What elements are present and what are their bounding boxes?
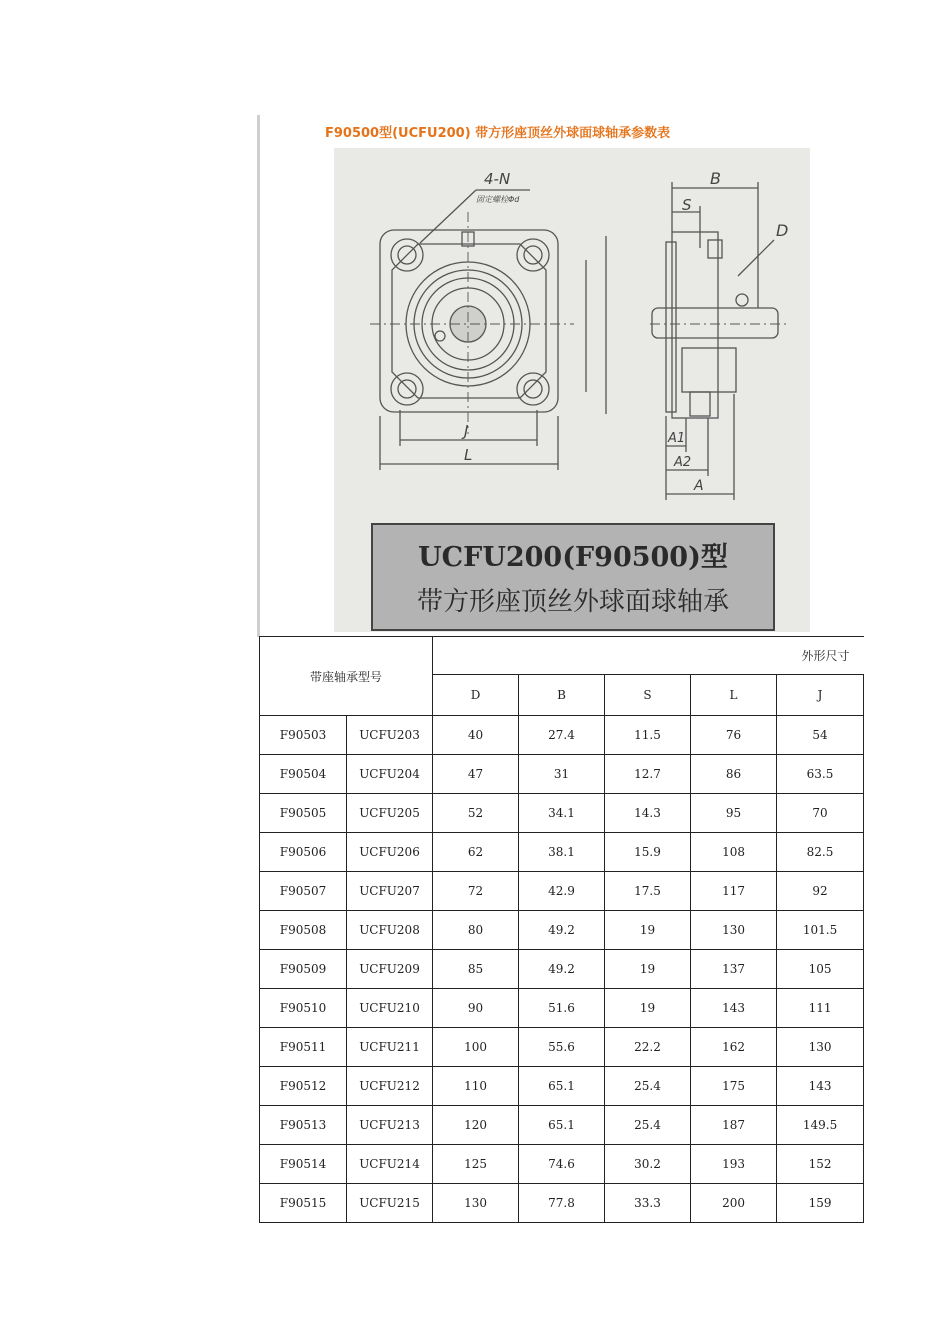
table-cell: F90514 (260, 1145, 347, 1184)
table-cell: 27.4 (519, 716, 605, 755)
table-cell: F90508 (260, 911, 347, 950)
table-cell: UCFU205 (347, 794, 433, 833)
table-cell: F90515 (260, 1184, 347, 1223)
table-header-row-1 (260, 637, 864, 675)
table-cell: F90504 (260, 755, 347, 794)
bolt-hole-bottom-left (391, 373, 423, 405)
table-cell: 101.5 (777, 911, 864, 950)
table-cell: 51.6 (519, 989, 605, 1028)
table-cell: 38.1 (519, 833, 605, 872)
table-row (260, 1067, 864, 1106)
grease-nipple-side (708, 240, 722, 258)
table-cell: 14.3 (605, 794, 691, 833)
table-cell: 65.1 (519, 1067, 605, 1106)
table-cell: 19 (605, 911, 691, 950)
col-header-d: D (433, 675, 519, 716)
table-cell: 30.2 (605, 1145, 691, 1184)
table-cell: 149.5 (777, 1106, 864, 1145)
col-header-b: B (519, 675, 605, 716)
table-cell: 47 (433, 755, 519, 794)
table-cell: F90506 (260, 833, 347, 872)
bolt-hole-top-right (517, 239, 549, 271)
table-cell: 137 (691, 950, 777, 989)
table-cell: 117 (691, 872, 777, 911)
table-cell: 12.7 (605, 755, 691, 794)
table-cell: 52 (433, 794, 519, 833)
table-cell: 143 (777, 1067, 864, 1106)
table-cell: F90503 (260, 716, 347, 755)
table-cell: 22.2 (605, 1028, 691, 1067)
table-row (260, 872, 864, 911)
table-cell: 42.9 (519, 872, 605, 911)
table-cell: 193 (691, 1145, 777, 1184)
table-cell: 130 (777, 1028, 864, 1067)
table-row (260, 833, 864, 872)
table-row (260, 1028, 864, 1067)
table-cell: 120 (433, 1106, 519, 1145)
caption-line-1: UCFU200(F90500)型 (418, 542, 728, 573)
table-cell: 19 (605, 950, 691, 989)
table-cell: 130 (433, 1184, 519, 1223)
table-cell: 65.1 (519, 1106, 605, 1145)
table-cell: 130 (691, 911, 777, 950)
left-border-rule (257, 115, 260, 637)
table-cell: UCFU210 (347, 989, 433, 1028)
table-cell: UCFU204 (347, 755, 433, 794)
table-cell: F90509 (260, 950, 347, 989)
table-cell: 70 (777, 794, 864, 833)
table-cell: 92 (777, 872, 864, 911)
table-cell: 74.6 (519, 1145, 605, 1184)
table-cell: 34.1 (519, 794, 605, 833)
table-cell: 111 (777, 989, 864, 1028)
table-cell: 125 (433, 1145, 519, 1184)
table-cell: 11.5 (605, 716, 691, 755)
table-row (260, 911, 864, 950)
table-cell: 152 (777, 1145, 864, 1184)
label-d: D (776, 221, 789, 240)
label-bolt: 固定螺栓Φd (476, 195, 520, 204)
label-4n: 4-N (484, 170, 511, 188)
table-row (260, 1145, 864, 1184)
table-row (260, 989, 864, 1028)
label-a2: A2 (674, 455, 692, 470)
table-cell: F90512 (260, 1067, 347, 1106)
table-cell: F90513 (260, 1106, 347, 1145)
table-row (260, 950, 864, 989)
side-shaft (652, 308, 778, 338)
table-cell: 85 (433, 950, 519, 989)
table-cell: UCFU206 (347, 833, 433, 872)
table-cell: UCFU211 (347, 1028, 433, 1067)
table-cell: UCFU214 (347, 1145, 433, 1184)
table-cell: 187 (691, 1106, 777, 1145)
table-cell: 77.8 (519, 1184, 605, 1223)
table-cell: F90507 (260, 872, 347, 911)
table-row (260, 716, 864, 755)
table-cell: 62 (433, 833, 519, 872)
table-cell: UCFU212 (347, 1067, 433, 1106)
table-cell: 80 (433, 911, 519, 950)
label-s: S (682, 196, 692, 214)
table-cell: UCFU215 (347, 1184, 433, 1223)
table-row (260, 1184, 864, 1223)
table-cell: 15.9 (605, 833, 691, 872)
table-cell: 72 (433, 872, 519, 911)
table-cell: F90510 (260, 989, 347, 1028)
table-cell: 63.5 (777, 755, 864, 794)
col-header-s: S (605, 675, 691, 716)
table-cell: 82.5 (777, 833, 864, 872)
table-cell: UCFU209 (347, 950, 433, 989)
table-cell: UCFU207 (347, 872, 433, 911)
table-cell: 31 (519, 755, 605, 794)
table-cell: 143 (691, 989, 777, 1028)
spec-table (259, 636, 864, 1223)
side-base (682, 348, 736, 392)
table-cell: 76 (691, 716, 777, 755)
table-cell: 54 (777, 716, 864, 755)
table-cell: 200 (691, 1184, 777, 1223)
caption-box (372, 524, 774, 630)
table-cell: 95 (691, 794, 777, 833)
table-cell: 17.5 (605, 872, 691, 911)
table-cell: 49.2 (519, 911, 605, 950)
dims-header: 外形尺寸 (433, 637, 864, 675)
table-cell: 86 (691, 755, 777, 794)
model-header: 带座轴承型号 (260, 637, 433, 716)
table-cell: F90505 (260, 794, 347, 833)
table-cell: UCFU213 (347, 1106, 433, 1145)
side-housing (672, 232, 718, 418)
page-title: F90500型(UCFU200) 带方形座顶丝外球面球轴承参数表 (325, 126, 671, 141)
table-cell: 175 (691, 1067, 777, 1106)
label-j-front: J (464, 422, 469, 440)
label-a1: A1 (668, 431, 686, 446)
table-cell: F90511 (260, 1028, 347, 1067)
table-cell: 25.4 (605, 1106, 691, 1145)
table-cell: 40 (433, 716, 519, 755)
label-l-front: L (464, 446, 473, 464)
caption-line-2: 带方形座顶丝外球面球轴承 (416, 587, 730, 617)
table-cell: 105 (777, 950, 864, 989)
table-cell: 55.6 (519, 1028, 605, 1067)
table-row (260, 794, 864, 833)
table-cell: 159 (777, 1184, 864, 1223)
table-row (260, 1106, 864, 1145)
label-a: A (694, 478, 704, 494)
col-header-j: J (777, 675, 864, 716)
table-cell: 100 (433, 1028, 519, 1067)
table-cell: 33.3 (605, 1184, 691, 1223)
technical-drawing-svg (334, 148, 810, 632)
label-b: B (710, 169, 721, 188)
table-row (260, 755, 864, 794)
table-cell: UCFU208 (347, 911, 433, 950)
table-cell: 25.4 (605, 1067, 691, 1106)
table-cell: 110 (433, 1067, 519, 1106)
bolt-hole-bottom-right (517, 373, 549, 405)
table-cell: 49.2 (519, 950, 605, 989)
table-cell: 19 (605, 989, 691, 1028)
col-header-l: L (691, 675, 777, 716)
table-cell: 162 (691, 1028, 777, 1067)
table-cell: 90 (433, 989, 519, 1028)
table-cell: UCFU203 (347, 716, 433, 755)
table-cell: 108 (691, 833, 777, 872)
bearing-drawing (334, 148, 810, 632)
